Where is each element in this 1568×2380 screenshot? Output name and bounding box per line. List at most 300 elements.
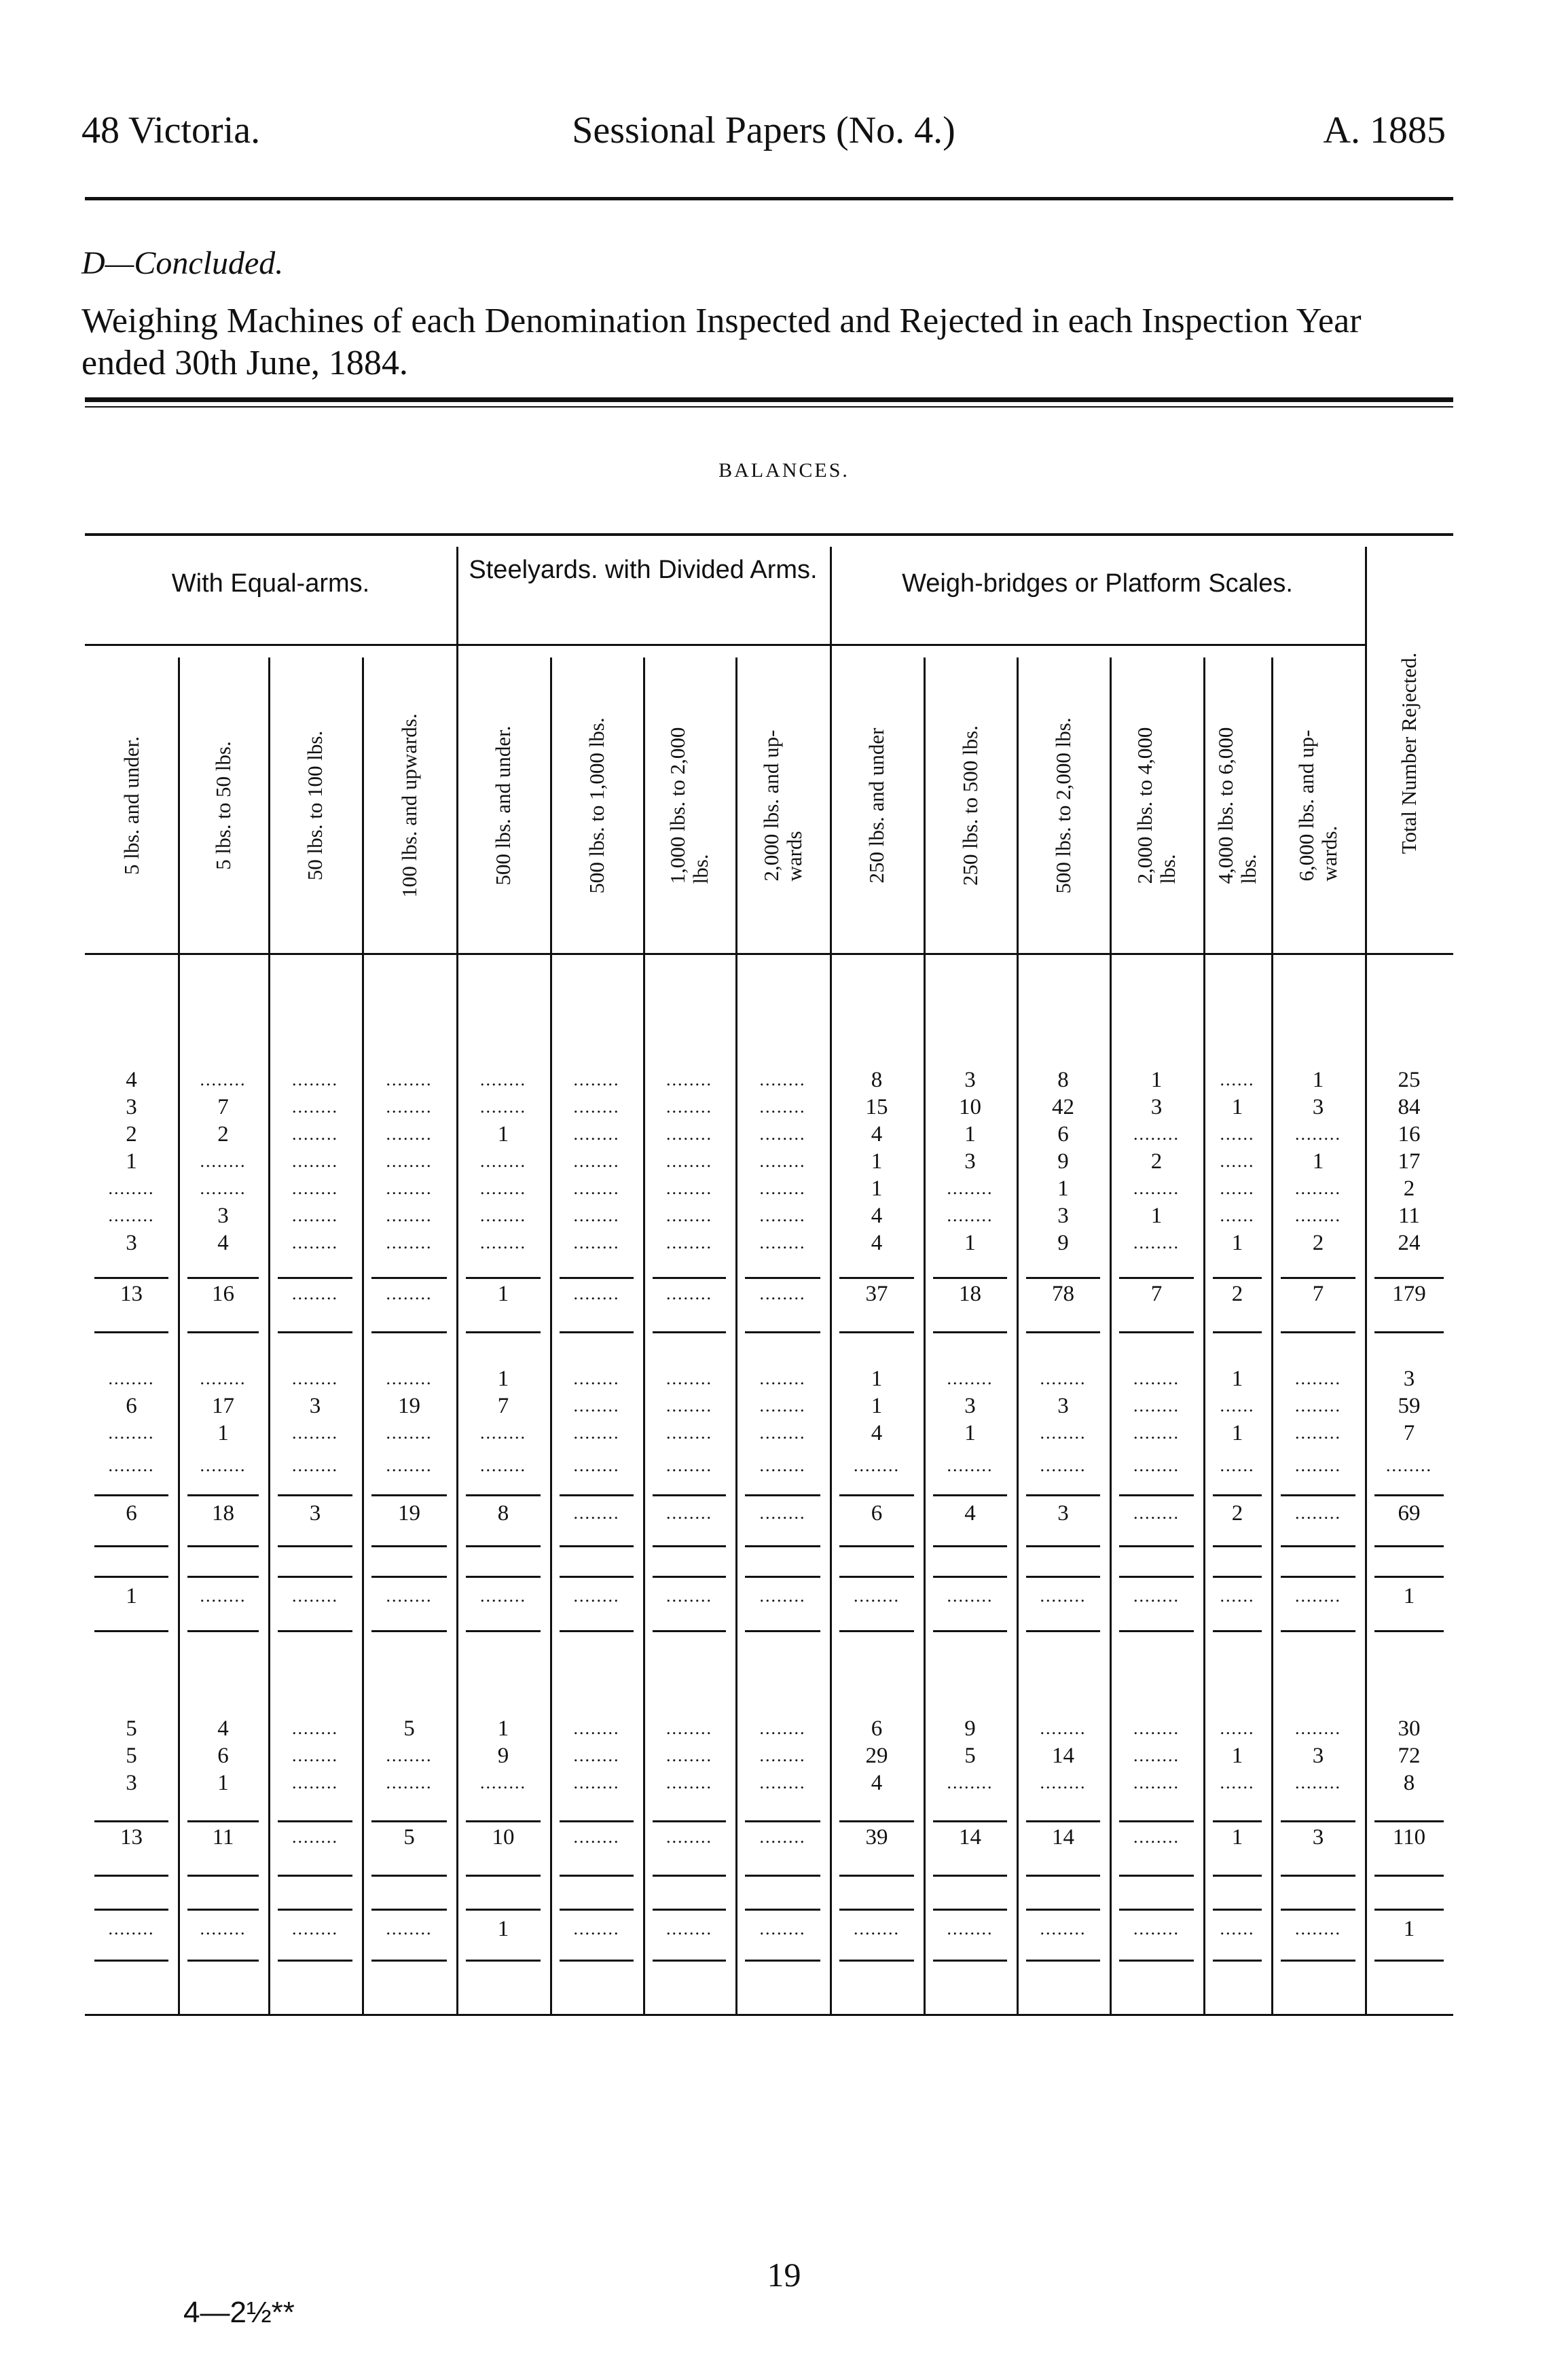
block-rule	[466, 1960, 541, 1962]
block-rule	[745, 1277, 820, 1279]
block-rule	[1213, 1820, 1262, 1822]
data-cell: ........	[1040, 1919, 1087, 1939]
data-cell: 1	[497, 1917, 509, 1941]
data-cell: ........	[480, 1773, 526, 1792]
total-cell: 3	[1312, 1825, 1324, 1850]
group-steelyards: Steelyards. with Divided Arms.	[469, 556, 818, 584]
total-cell: 6	[871, 1501, 883, 1526]
data-cell: ........	[1133, 1233, 1180, 1252]
data-cell: ........	[386, 1070, 433, 1089]
data-cell: ........	[108, 1919, 155, 1939]
column-header-label: 1,000 lbs. to 2,000 lbs.	[666, 727, 712, 884]
block-rule	[933, 1545, 1007, 1547]
data-cell: ........	[759, 1718, 806, 1738]
data-cell: ........	[200, 1151, 247, 1171]
data-cell: 3	[964, 1394, 976, 1418]
data-cell: ........	[386, 1919, 433, 1939]
total-cell: 69	[1398, 1501, 1421, 1526]
block-rule	[1026, 1820, 1100, 1822]
block-rule	[933, 1576, 1007, 1578]
block-rule	[1026, 1277, 1100, 1279]
block-rule	[839, 1630, 914, 1632]
data-cell: ........	[386, 1178, 433, 1198]
data-cell: 1	[1231, 1744, 1243, 1768]
data-cell: ........	[386, 1586, 433, 1606]
block-rule	[839, 1875, 914, 1877]
data-cell: ........	[1295, 1456, 1341, 1475]
data-cell: 1	[871, 1394, 883, 1418]
data-cell: ........	[947, 1178, 993, 1198]
data-cell: ........	[292, 1746, 338, 1765]
block-rule	[371, 1820, 447, 1822]
data-cell: ........	[666, 1097, 712, 1117]
column-divider	[456, 547, 458, 2014]
data-cell: ........	[666, 1178, 712, 1198]
data-cell: ........	[947, 1456, 993, 1475]
block-rule	[187, 1545, 259, 1547]
data-cell: 9	[1057, 1231, 1069, 1255]
data-cell: 8	[871, 1068, 883, 1092]
data-cell: 1	[1231, 1421, 1243, 1445]
data-cell: ........	[1040, 1423, 1087, 1443]
block-rule	[560, 1875, 634, 1877]
data-cell: ........	[1133, 1369, 1180, 1388]
data-cell: 16	[1398, 1122, 1421, 1147]
block-rule	[1374, 1331, 1444, 1333]
block-rule	[1119, 1331, 1194, 1333]
block-rule	[839, 1960, 914, 1962]
data-cell: ......	[1220, 1206, 1255, 1225]
block-rule	[653, 1576, 726, 1578]
data-cell: ........	[947, 1206, 993, 1225]
block-rule	[1213, 1545, 1262, 1547]
total-cell: 179	[1392, 1282, 1426, 1306]
data-cell: 1	[964, 1122, 976, 1147]
data-cell: 2	[1150, 1149, 1163, 1174]
data-cell: ........	[386, 1369, 433, 1388]
table-top-rule	[85, 533, 1453, 536]
data-cell: ........	[947, 1369, 993, 1388]
header-bottom-rule	[85, 953, 1453, 955]
block-rule	[653, 1909, 726, 1911]
block-rule	[745, 1875, 820, 1877]
block-rule	[466, 1494, 541, 1496]
block-rule	[1281, 1875, 1355, 1877]
data-cell: ........	[386, 1124, 433, 1144]
data-cell: ........	[854, 1919, 900, 1939]
column-header-label: 2,000 lbs. and up- wards	[759, 729, 806, 882]
data-cell: 1	[1150, 1204, 1163, 1228]
data-cell: ........	[573, 1773, 620, 1792]
block-rule	[1281, 1277, 1355, 1279]
block-rule	[278, 1545, 352, 1547]
data-cell: ........	[759, 1151, 806, 1171]
data-cell: ........	[1040, 1586, 1087, 1606]
block-rule	[1281, 1909, 1355, 1911]
data-cell: ........	[666, 1070, 712, 1089]
block-rule	[1026, 1960, 1100, 1962]
block-rule	[839, 1909, 914, 1911]
data-cell: ......	[1220, 1919, 1255, 1939]
data-cell: ........	[573, 1456, 620, 1475]
data-cell: ........	[1295, 1586, 1341, 1606]
data-cell: ........	[480, 1206, 526, 1225]
column-header-label: Total Number Rejected.	[1397, 652, 1421, 854]
total-cell: 5	[403, 1825, 415, 1850]
data-cell: ........	[759, 1070, 806, 1089]
data-cell: 9	[497, 1744, 509, 1768]
data-cell: ........	[386, 1097, 433, 1117]
data-cell: ........	[480, 1151, 526, 1171]
data-cell: ........	[292, 1773, 338, 1792]
data-cell: ........	[292, 1097, 338, 1117]
total-cell: 39	[865, 1825, 888, 1850]
data-cell: 5	[126, 1744, 137, 1768]
data-cell: 6	[217, 1744, 229, 1768]
column-header-label: 250 lbs. and under	[864, 727, 888, 884]
column-divider	[1203, 657, 1205, 2014]
session-label: 48 Victoria.	[81, 109, 261, 151]
data-cell: 1	[217, 1771, 229, 1795]
block-rule	[933, 1331, 1007, 1333]
block-rule	[278, 1630, 352, 1632]
data-cell: 3	[217, 1204, 229, 1228]
block-rule	[653, 1875, 726, 1877]
data-cell: ........	[666, 1423, 712, 1443]
data-cell: ........	[666, 1151, 712, 1171]
block-rule	[371, 1277, 447, 1279]
data-cell: 4	[126, 1068, 137, 1092]
block-rule	[1213, 1875, 1262, 1877]
data-cell: 3	[1403, 1367, 1415, 1391]
total-cell: 2	[1231, 1501, 1243, 1526]
data-cell: ......	[1220, 1456, 1255, 1475]
data-cell: ........	[108, 1369, 155, 1388]
block-rule	[466, 1545, 541, 1547]
data-cell: ........	[480, 1233, 526, 1252]
data-cell: 4	[871, 1231, 883, 1255]
block-rule	[1213, 1960, 1262, 1962]
data-cell: 2	[1403, 1176, 1415, 1201]
total-cell: 11	[212, 1825, 234, 1850]
block-rule	[839, 1576, 914, 1578]
data-cell: 59	[1398, 1394, 1421, 1418]
data-cell: 1	[1150, 1068, 1163, 1092]
block-rule	[1281, 1960, 1355, 1962]
data-cell: ........	[1133, 1746, 1180, 1765]
block-rule	[1281, 1576, 1355, 1578]
data-cell: 5	[126, 1716, 137, 1741]
block-rule	[466, 1875, 541, 1877]
block-rule	[94, 1875, 168, 1877]
block-rule	[1213, 1630, 1262, 1632]
block-rule	[94, 1960, 168, 1962]
data-cell: ........	[759, 1773, 806, 1792]
data-cell: ........	[1386, 1456, 1432, 1475]
data-cell: 17	[1398, 1149, 1421, 1174]
data-cell: ........	[759, 1919, 806, 1939]
data-cell: ........	[573, 1178, 620, 1198]
block-rule	[839, 1820, 914, 1822]
data-cell: 2	[217, 1122, 229, 1147]
total-cell: 16	[212, 1282, 234, 1306]
column-divider	[268, 657, 270, 2014]
data-cell: ......	[1220, 1396, 1255, 1416]
total-cell: 10	[492, 1825, 515, 1850]
total-cell: 7	[1150, 1282, 1163, 1306]
data-cell: ........	[386, 1206, 433, 1225]
data-cell: ........	[759, 1456, 806, 1475]
data-cell: ........	[759, 1124, 806, 1144]
data-cell: ........	[200, 1456, 247, 1475]
data-cell: 1	[497, 1122, 509, 1147]
data-cell: ........	[666, 1369, 712, 1388]
data-cell: 8	[1057, 1068, 1069, 1092]
papers-label: Sessional Papers (No. 4.)	[572, 109, 955, 151]
column-header-label: 4,000 lbs. to 6,000 lbs.	[1214, 727, 1260, 884]
block-rule	[187, 1494, 259, 1496]
data-cell: ........	[759, 1746, 806, 1765]
data-cell: 3	[1312, 1095, 1324, 1119]
data-cell: ........	[573, 1746, 620, 1765]
data-cell: ........	[854, 1586, 900, 1606]
column-header-label: 6,000 lbs. and up- wards.	[1294, 729, 1341, 882]
column-header-label: 500 lbs. to 1,000 lbs.	[584, 717, 608, 894]
data-cell: ........	[573, 1396, 620, 1416]
data-cell: ........	[480, 1423, 526, 1443]
data-cell: 4	[217, 1231, 229, 1255]
block-rule	[278, 1875, 352, 1877]
data-cell: ........	[666, 1586, 712, 1606]
title-rule-thin	[85, 406, 1453, 408]
block-rule	[187, 1820, 259, 1822]
data-cell: ........	[573, 1233, 620, 1252]
block-rule	[653, 1545, 726, 1547]
block-rule	[1026, 1494, 1100, 1496]
total-cell: 7	[1312, 1282, 1324, 1306]
block-rule	[560, 1545, 634, 1547]
block-rule	[94, 1545, 168, 1547]
column-header-label: 250 lbs. to 500 lbs.	[958, 725, 982, 886]
data-cell: 15	[865, 1095, 888, 1119]
block-rule	[745, 1820, 820, 1822]
total-cell: 4	[964, 1501, 976, 1526]
data-cell: ......	[1220, 1124, 1255, 1144]
column-divider	[550, 657, 552, 2014]
group-equal-arms: With Equal-arms.	[171, 569, 370, 598]
data-cell: ........	[200, 1586, 247, 1606]
block-rule	[371, 1875, 447, 1877]
data-cell: 7	[217, 1095, 229, 1119]
column-divider	[830, 547, 832, 2014]
total-cell: 1	[1231, 1825, 1243, 1850]
block-rule	[278, 1820, 352, 1822]
block-rule	[1374, 1909, 1444, 1911]
data-cell: 1	[871, 1149, 883, 1174]
block-rule	[1119, 1909, 1194, 1911]
block-rule	[1213, 1494, 1262, 1496]
total-cell: 18	[212, 1501, 234, 1526]
block-rule	[94, 1909, 168, 1911]
block-rule	[187, 1630, 259, 1632]
data-cell: ........	[108, 1206, 155, 1225]
block-rule	[745, 1576, 820, 1578]
total-cell: 14	[959, 1825, 981, 1850]
data-cell: ........	[573, 1206, 620, 1225]
group-rule-equal-arms	[85, 644, 456, 646]
data-cell: ........	[292, 1718, 338, 1738]
data-cell: ........	[759, 1233, 806, 1252]
total-cell: ........	[573, 1827, 620, 1847]
data-cell: ........	[1295, 1396, 1341, 1416]
data-cell: ........	[759, 1396, 806, 1416]
total-cell: ........	[292, 1284, 338, 1303]
block-rule	[1119, 1875, 1194, 1877]
total-cell: ........	[573, 1503, 620, 1523]
block-rule	[187, 1576, 259, 1578]
data-cell: ........	[1133, 1456, 1180, 1475]
data-cell: ........	[947, 1586, 993, 1606]
block-rule	[1374, 1960, 1444, 1962]
data-cell: ......	[1220, 1178, 1255, 1198]
data-cell: ........	[759, 1097, 806, 1117]
data-cell: 1	[1231, 1095, 1243, 1119]
block-rule	[1026, 1630, 1100, 1632]
data-cell: ........	[292, 1124, 338, 1144]
block-rule	[653, 1960, 726, 1962]
data-cell: ........	[1133, 1124, 1180, 1144]
data-cell: ........	[1295, 1369, 1341, 1388]
data-cell: 1	[497, 1367, 509, 1391]
data-cell: ........	[386, 1773, 433, 1792]
data-cell: ........	[573, 1919, 620, 1939]
block-rule	[94, 1820, 168, 1822]
total-cell: 78	[1052, 1282, 1074, 1306]
block-rule	[1374, 1576, 1444, 1578]
block-rule	[371, 1909, 447, 1911]
group-rule-weighbridges	[830, 644, 1365, 646]
block-rule	[745, 1960, 820, 1962]
data-cell: ........	[1295, 1124, 1341, 1144]
column-divider	[1110, 657, 1112, 2014]
block-rule	[653, 1630, 726, 1632]
block-rule	[187, 1277, 259, 1279]
data-cell: 17	[212, 1394, 234, 1418]
signature-mark: 4—2½**	[183, 2296, 295, 2329]
data-cell: ........	[666, 1718, 712, 1738]
data-cell: ........	[1133, 1178, 1180, 1198]
total-cell: ........	[666, 1284, 712, 1303]
data-cell: 3	[126, 1231, 137, 1255]
data-cell: ........	[480, 1456, 526, 1475]
block-rule	[1213, 1576, 1262, 1578]
data-cell: ........	[947, 1919, 993, 1939]
data-cell: ........	[666, 1746, 712, 1765]
block-rule	[839, 1331, 914, 1333]
column-header-label: 50 lbs. to 100 lbs.	[303, 730, 327, 880]
data-cell: ........	[666, 1773, 712, 1792]
total-cell: ........	[666, 1503, 712, 1523]
block-rule	[653, 1277, 726, 1279]
column-divider	[1365, 547, 1367, 2014]
total-cell: 19	[398, 1501, 420, 1526]
data-cell: 14	[1052, 1744, 1074, 1768]
block-rule	[278, 1494, 352, 1496]
total-cell: ........	[759, 1284, 806, 1303]
block-rule	[1026, 1331, 1100, 1333]
block-rule	[560, 1494, 634, 1496]
block-rule	[1281, 1545, 1355, 1547]
year-label: A. 1885	[1323, 109, 1446, 151]
data-cell: ........	[759, 1586, 806, 1606]
data-cell: ........	[759, 1178, 806, 1198]
data-cell: 2	[1312, 1231, 1324, 1255]
data-cell: 7	[1403, 1421, 1415, 1445]
data-cell: 1	[497, 1716, 509, 1741]
total-cell: 37	[865, 1282, 888, 1306]
block-rule	[371, 1576, 447, 1578]
block-rule	[371, 1545, 447, 1547]
data-cell: ........	[1040, 1773, 1087, 1792]
data-cell: ........	[666, 1124, 712, 1144]
data-cell: ........	[1133, 1396, 1180, 1416]
data-cell: 84	[1398, 1095, 1421, 1119]
data-cell: ........	[1295, 1178, 1341, 1198]
data-cell: 1	[1312, 1068, 1324, 1092]
block-rule	[560, 1960, 634, 1962]
total-cell: ........	[1295, 1503, 1341, 1523]
block-rule	[371, 1331, 447, 1333]
data-cell: 3	[1057, 1204, 1069, 1228]
data-cell: 4	[871, 1122, 883, 1147]
page-title: Weighing Machines of each Denomination Inspected and Rejected in each Inspection Year ended 30th June, 1884.	[81, 302, 1362, 382]
block-rule	[94, 1494, 168, 1496]
total-cell: ........	[666, 1827, 712, 1847]
data-cell: ........	[480, 1070, 526, 1089]
data-cell: ........	[386, 1456, 433, 1475]
block-rule	[278, 1331, 352, 1333]
block-rule	[1213, 1331, 1262, 1333]
data-cell: ........	[386, 1233, 433, 1252]
data-cell: 4	[871, 1204, 883, 1228]
data-cell: ........	[1295, 1773, 1341, 1792]
data-cell: ........	[1133, 1423, 1180, 1443]
data-cell: ........	[292, 1586, 338, 1606]
block-rule	[1281, 1820, 1355, 1822]
data-cell: 9	[1057, 1149, 1069, 1174]
block-rule	[933, 1909, 1007, 1911]
data-cell: 1	[1403, 1584, 1415, 1608]
data-cell: 1	[1231, 1231, 1243, 1255]
block-rule	[1119, 1576, 1194, 1578]
total-cell: 2	[1231, 1282, 1243, 1306]
data-cell: 3	[964, 1149, 976, 1174]
column-header-label: 500 lbs. to 2,000 lbs.	[1051, 717, 1075, 894]
column-header-label: 2,000 lbs. to 4,000 lbs.	[1133, 727, 1180, 884]
data-cell: ........	[573, 1369, 620, 1388]
block-rule	[187, 1960, 259, 1962]
block-rule	[1374, 1494, 1444, 1496]
data-cell: 5	[964, 1744, 976, 1768]
data-cell: 3	[126, 1771, 137, 1795]
data-cell: ........	[292, 1369, 338, 1388]
data-cell: 25	[1398, 1068, 1421, 1092]
title-rule-thick	[85, 397, 1453, 402]
block-rule	[839, 1545, 914, 1547]
data-cell: ........	[292, 1206, 338, 1225]
data-cell: ........	[1040, 1718, 1087, 1738]
block-rule	[933, 1630, 1007, 1632]
